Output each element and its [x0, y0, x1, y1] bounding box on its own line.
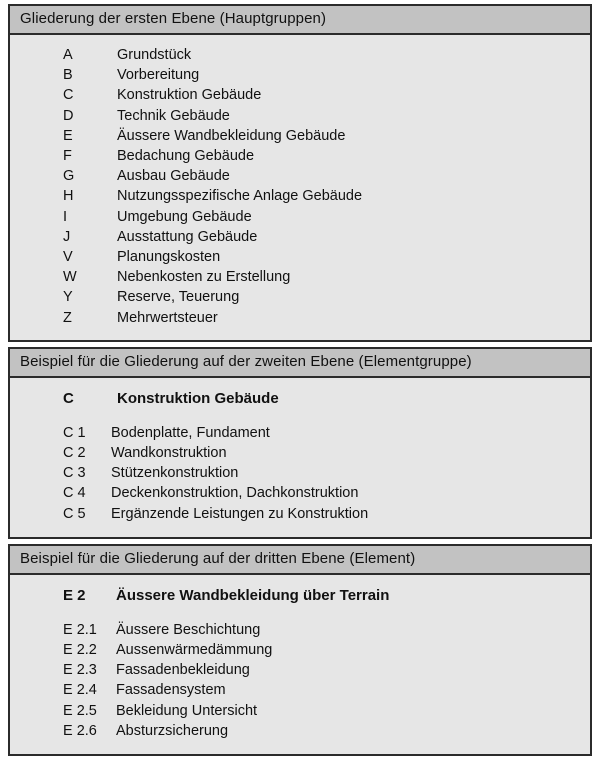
item-label: Technik Gebäude: [117, 107, 230, 124]
list-item: [10, 680, 590, 700]
list-item: [10, 126, 590, 146]
item-label: Fassadensystem: [116, 682, 226, 699]
section-first-level: [8, 4, 592, 342]
item-label: Bekleidung Untersicht: [116, 702, 258, 719]
item-label: Fassadenbekleidung: [116, 662, 250, 679]
item-label: Stützenkonstruktion: [111, 465, 239, 482]
item-code: I: [63, 208, 68, 225]
item-code: W: [63, 269, 77, 286]
item-code: C 5: [63, 505, 86, 522]
element-heading-label: Äussere Wandbekleidung über Terrain: [116, 586, 390, 604]
section-header-first-level: Gliederung der ersten Ebene (Hauptgruppen): [10, 6, 590, 35]
item-code: D: [63, 107, 74, 124]
item-code: E 2.3: [63, 662, 97, 679]
list-item: [10, 640, 590, 660]
item-label: Konstruktion Gebäude: [117, 87, 262, 104]
section-third-level: [8, 544, 592, 756]
list-item: [10, 287, 590, 307]
item-code: Z: [63, 309, 72, 326]
list-item: [10, 721, 590, 741]
item-label: Deckenkonstruktion, Dachkonstruktion: [111, 485, 359, 502]
list-item: [10, 85, 590, 105]
list-item: [10, 701, 590, 721]
item-code: E 2.2: [63, 642, 97, 659]
list-item: [10, 166, 590, 186]
element-heading-code: E 2: [63, 586, 86, 604]
list-item: [10, 207, 590, 227]
item-code: E: [63, 127, 73, 144]
list-item: [10, 483, 590, 503]
item-code: B: [63, 67, 73, 84]
section-header-second-level: Beispiel für die Gliederung auf der zweiten Ebene (Elementgruppe): [10, 349, 590, 378]
section-header-third-level: Beispiel für die Gliederung auf der dritten Ebene (Element): [10, 546, 590, 575]
list-item: [10, 146, 590, 166]
item-label: Nutzungsspezifische Anlage Gebäude: [117, 188, 363, 205]
section-body-first-level: [10, 35, 590, 340]
item-code: C 4: [63, 485, 86, 502]
list-item: [10, 45, 590, 65]
item-label: Planungskosten: [117, 249, 221, 266]
item-code: C 2: [63, 445, 86, 462]
section-second-level: [8, 347, 592, 539]
section-body-second-level: [10, 378, 590, 537]
item-label: Grundstück: [117, 47, 192, 63]
item-code: G: [63, 168, 75, 185]
group-heading-code: C: [63, 389, 74, 407]
spacer: [10, 409, 590, 423]
item-label: Bedachung Gebäude: [117, 148, 255, 165]
item-code: E 2.4: [63, 682, 97, 699]
item-code: Y: [63, 289, 73, 306]
group-heading-label: Konstruktion Gebäude: [117, 389, 279, 407]
list-item: [10, 267, 590, 287]
list-item: [10, 65, 590, 85]
item-label: Ausbau Gebäude: [117, 168, 230, 185]
list-item: [10, 660, 590, 680]
list-item: [10, 227, 590, 247]
list-item: [10, 186, 590, 206]
item-label: Vorbereitung: [117, 67, 200, 84]
item-code: A: [63, 47, 73, 63]
spacer: [10, 606, 590, 620]
list-item: [10, 463, 590, 483]
list-item: [10, 308, 590, 328]
item-label: Mehrwertsteuer: [117, 309, 218, 326]
item-label: Bodenplatte, Fundament: [111, 424, 270, 441]
list-item: [10, 620, 590, 640]
item-code: J: [63, 228, 71, 245]
item-code: V: [63, 249, 73, 266]
item-label: Äussere Wandbekleidung Gebäude: [117, 127, 346, 144]
item-code: C: [63, 87, 74, 104]
item-label: Ergänzende Leistungen zu Konstruktion: [111, 505, 369, 522]
item-label: Absturzsicherung: [116, 722, 229, 739]
group-heading: [10, 389, 590, 409]
list-item: [10, 423, 590, 443]
item-code: E 2.1: [63, 621, 97, 638]
cost-structure-table: [8, 4, 592, 761]
item-code: F: [63, 148, 72, 165]
list-item: [10, 504, 590, 524]
element-heading: [10, 586, 590, 606]
list-item: [10, 443, 590, 463]
item-label: Wandkonstruktion: [111, 445, 227, 462]
list-item: [10, 106, 590, 126]
section-body-third-level: [10, 575, 590, 754]
item-label: Äussere Beschichtung: [116, 621, 261, 638]
item-code: E 2.5: [63, 702, 97, 719]
list-item: [10, 247, 590, 267]
item-label: Aussenwärmedämmung: [116, 642, 273, 659]
item-label: Ausstattung Gebäude: [117, 228, 258, 245]
item-code: E 2.6: [63, 722, 97, 739]
item-label: Reserve, Teuerung: [117, 289, 240, 306]
item-label: Umgebung Gebäude: [117, 208, 252, 225]
item-code: C 1: [63, 424, 86, 441]
item-label: Nebenkosten zu Erstellung: [117, 269, 291, 286]
item-code: H: [63, 188, 74, 205]
item-code: C 3: [63, 465, 86, 482]
